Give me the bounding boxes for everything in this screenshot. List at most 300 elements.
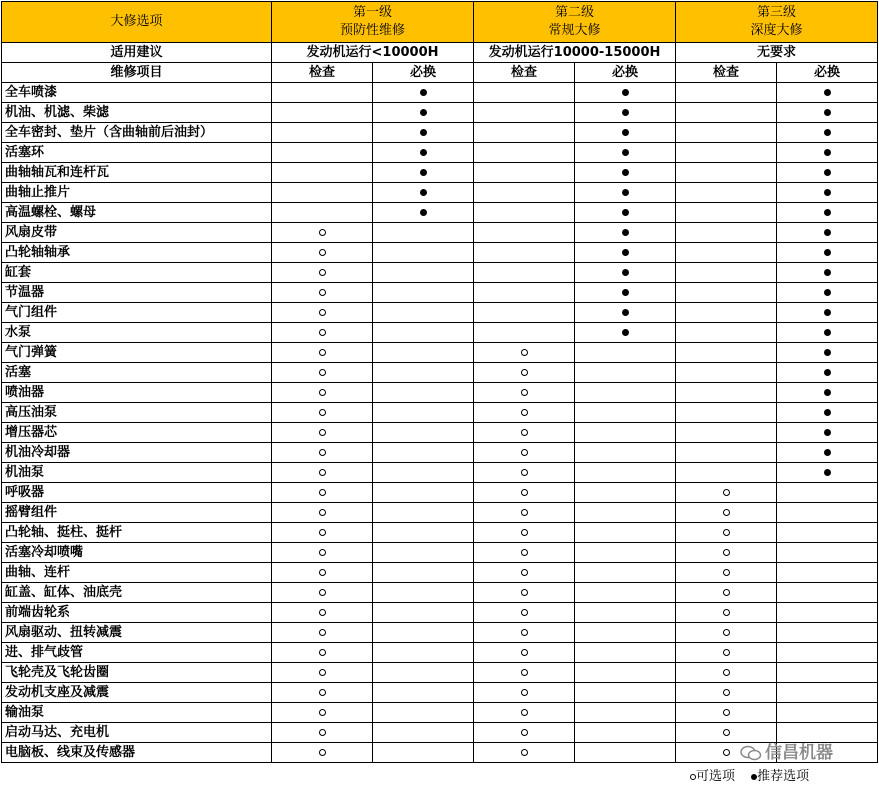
table-row: [2, 203, 878, 223]
check-cell: [474, 443, 575, 463]
optional-ring-icon: [521, 749, 528, 756]
recommended-dot-icon: [824, 469, 831, 476]
check-cell: [474, 143, 575, 163]
check-cell: [272, 283, 373, 303]
item-name: 凸轮轴、挺柱、挺杆: [2, 523, 272, 543]
watermark: [740, 738, 833, 763]
check-cell: [676, 683, 777, 703]
check-cell: [676, 623, 777, 643]
replace-cell: [575, 103, 676, 123]
optional-ring-icon: [521, 729, 528, 736]
table-row: [2, 663, 878, 683]
item-label: 维修项目: [2, 63, 272, 83]
check-cell: [676, 383, 777, 403]
table-row: [2, 543, 878, 563]
optional-ring-icon: [319, 409, 326, 416]
check-cell: [474, 483, 575, 503]
optional-ring-icon: [521, 409, 528, 416]
table-row: [2, 263, 878, 283]
check-cell: [272, 83, 373, 103]
optional-ring-icon: [319, 369, 326, 376]
check-cell: [272, 723, 373, 743]
replace-cell: [777, 223, 878, 243]
check-cell: [474, 503, 575, 523]
check-cell: [272, 423, 373, 443]
table-row: [2, 483, 878, 503]
replace-cell: [777, 483, 878, 503]
replace-header-3: 必换: [777, 63, 878, 83]
replace-cell: [575, 243, 676, 263]
item-name: 缸套: [2, 263, 272, 283]
replace-cell: [373, 203, 474, 223]
replace-cell: [777, 383, 878, 403]
recommended-dot-icon: [824, 149, 831, 156]
option-label-cell: [2, 2, 272, 43]
check-cell: [474, 383, 575, 403]
replace-cell: [575, 263, 676, 283]
replace-cell: [575, 543, 676, 563]
replace-cell: [373, 183, 474, 203]
optional-ring-icon: [723, 709, 730, 716]
optional-ring-icon: [521, 469, 528, 476]
check-cell: [676, 463, 777, 483]
replace-cell: [373, 563, 474, 583]
check-cell: [676, 363, 777, 383]
recommended-dot-icon: [622, 189, 629, 196]
table-row: [2, 563, 878, 583]
optional-ring-icon: [521, 629, 528, 636]
optional-ring-icon: [319, 609, 326, 616]
replace-cell: [373, 163, 474, 183]
check-cell: [676, 223, 777, 243]
optional-ring-icon: [723, 629, 730, 636]
check-cell: [676, 583, 777, 603]
replace-cell: [777, 103, 878, 123]
check-cell: [272, 303, 373, 323]
replace-cell: [373, 463, 474, 483]
check-cell: [474, 543, 575, 563]
optional-ring-icon: [723, 569, 730, 576]
level-3-header: [676, 2, 878, 43]
check-cell: [272, 663, 373, 683]
replace-cell: [373, 343, 474, 363]
optional-ring-icon: [723, 489, 730, 496]
check-cell: [676, 303, 777, 323]
replace-cell: [575, 163, 676, 183]
check-cell: [272, 123, 373, 143]
replace-cell: [575, 683, 676, 703]
recommended-dot-icon: [622, 89, 629, 96]
item-name: 曲轴止推片: [2, 183, 272, 203]
check-cell: [272, 523, 373, 543]
recommended-dot-icon: [420, 89, 427, 96]
optional-ring-icon: [521, 609, 528, 616]
check-cell: [676, 123, 777, 143]
replace-cell: [777, 203, 878, 223]
item-name: 机油泵: [2, 463, 272, 483]
level-1-header: [272, 2, 474, 43]
check-cell: [272, 383, 373, 403]
recommended-dot-icon: [420, 169, 427, 176]
replace-cell: [373, 683, 474, 703]
check-cell: [474, 523, 575, 543]
overhaul-options-table: [1, 1, 878, 763]
replace-cell: [777, 443, 878, 463]
check-cell: [474, 423, 575, 443]
optional-ring-icon: [521, 649, 528, 656]
item-name: 电脑板、线束及传感器: [2, 743, 272, 763]
item-name: 高压油泵: [2, 403, 272, 423]
check-cell: [676, 263, 777, 283]
item-name: 发动机支座及减震: [2, 683, 272, 703]
check-cell: [474, 183, 575, 203]
table-row: [2, 123, 878, 143]
item-name: 活塞: [2, 363, 272, 383]
legend-optional-label: 可选项: [696, 769, 736, 784]
replace-cell: [373, 103, 474, 123]
check-cell: [676, 563, 777, 583]
level-2-type: 常规大修: [548, 23, 601, 38]
replace-cell: [777, 123, 878, 143]
item-name: 水泵: [2, 323, 272, 343]
replace-cell: [575, 643, 676, 663]
check-cell: [676, 483, 777, 503]
table-row: [2, 423, 878, 443]
check-cell: [272, 743, 373, 763]
optional-ring-icon: [723, 729, 730, 736]
optional-ring-icon: [319, 629, 326, 636]
optional-ring-icon: [319, 389, 326, 396]
replace-cell: [575, 443, 676, 463]
table-row: [2, 503, 878, 523]
check-cell: [676, 283, 777, 303]
optional-ring-icon: [521, 709, 528, 716]
table-row: [2, 703, 878, 723]
check-cell: [474, 403, 575, 423]
replace-cell: [777, 703, 878, 723]
optional-ring-icon: [319, 249, 326, 256]
optional-ring-icon: [319, 709, 326, 716]
table-row: [2, 83, 878, 103]
replace-header-1: 必换: [373, 63, 474, 83]
replace-cell: [777, 143, 878, 163]
item-name: 凸轮轴轴承: [2, 243, 272, 263]
recommended-dot-icon: [420, 109, 427, 116]
table-row: [2, 643, 878, 663]
level-2-header: [474, 2, 676, 43]
table-row: [2, 683, 878, 703]
suggestion-level-1: 发动机运行<10000H: [272, 43, 474, 63]
replace-cell: [575, 523, 676, 543]
replace-cell: [373, 123, 474, 143]
replace-cell: [777, 343, 878, 363]
check-cell: [676, 143, 777, 163]
optional-ring-icon: [319, 449, 326, 456]
check-cell: [272, 403, 373, 423]
check-header-2: 检查: [474, 63, 575, 83]
item-name: 进、排气歧管: [2, 643, 272, 663]
replace-cell: [373, 543, 474, 563]
replace-cell: [373, 743, 474, 763]
replace-cell: [777, 263, 878, 283]
suggestion-label: 适用建议: [2, 43, 272, 63]
item-name: 缸盖、缸体、油底壳: [2, 583, 272, 603]
optional-ring-icon: [723, 609, 730, 616]
check-cell: [474, 603, 575, 623]
replace-cell: [373, 143, 474, 163]
replace-cell: [777, 303, 878, 323]
replace-cell: [373, 383, 474, 403]
replace-cell: [777, 423, 878, 443]
level-1-name: 第一级: [353, 5, 393, 20]
optional-ring-icon: [319, 269, 326, 276]
item-name: 呼吸器: [2, 483, 272, 503]
check-cell: [272, 583, 373, 603]
replace-cell: [777, 543, 878, 563]
replace-cell: [575, 323, 676, 343]
replace-cell: [373, 263, 474, 283]
check-cell: [272, 363, 373, 383]
check-cell: [474, 163, 575, 183]
replace-cell: [575, 503, 676, 523]
recommended-dot-icon: [824, 309, 831, 316]
recommended-dot-icon: [824, 429, 831, 436]
check-cell: [676, 543, 777, 563]
optional-ring-icon: [723, 649, 730, 656]
replace-cell: [575, 603, 676, 623]
replace-cell: [373, 423, 474, 443]
check-cell: [272, 623, 373, 643]
check-cell: [474, 223, 575, 243]
item-name: 节温器: [2, 283, 272, 303]
optional-ring-icon: [319, 429, 326, 436]
check-cell: [272, 543, 373, 563]
recommended-dot-icon: [824, 209, 831, 216]
recommended-dot-icon: [824, 189, 831, 196]
check-cell: [272, 503, 373, 523]
check-cell: [676, 203, 777, 223]
recommended-dot-icon: [824, 449, 831, 456]
optional-ring-icon: [319, 689, 326, 696]
recommended-dot-icon: [824, 329, 831, 336]
check-cell: [676, 703, 777, 723]
replace-cell: [777, 623, 878, 643]
table-row: [2, 283, 878, 303]
item-name: 输油泵: [2, 703, 272, 723]
legend-optional: [690, 769, 741, 784]
recommended-dot-icon: [622, 129, 629, 136]
recommended-dot-icon: [824, 169, 831, 176]
item-name: 前端齿轮系: [2, 603, 272, 623]
optional-ring-icon: [319, 649, 326, 656]
optional-ring-icon: [723, 749, 730, 756]
optional-ring-icon: [723, 549, 730, 556]
replace-cell: [575, 363, 676, 383]
check-cell: [272, 323, 373, 343]
check-cell: [676, 663, 777, 683]
optional-ring-icon: [521, 529, 528, 536]
watermark-text: 信昌机器: [765, 743, 833, 763]
replace-cell: [373, 403, 474, 423]
optional-ring-icon: [319, 469, 326, 476]
optional-ring-icon: [723, 669, 730, 676]
table-row: [2, 403, 878, 423]
recommended-dot-icon: [622, 249, 629, 256]
item-name: 喷油器: [2, 383, 272, 403]
replace-cell: [575, 223, 676, 243]
replace-cell: [373, 523, 474, 543]
optional-ring-icon: [319, 509, 326, 516]
check-cell: [676, 423, 777, 443]
replace-cell: [777, 283, 878, 303]
recommended-dot-icon: [622, 269, 629, 276]
table-row: [2, 443, 878, 463]
replace-cell: [373, 323, 474, 343]
table-row: [2, 623, 878, 643]
table-row: [2, 303, 878, 323]
item-name: 启动马达、充电机: [2, 723, 272, 743]
recommended-dot-icon: [824, 389, 831, 396]
suggestion-level-3: 无要求: [676, 43, 878, 63]
recommended-dot-icon: [824, 289, 831, 296]
item-name: 活塞环: [2, 143, 272, 163]
level-1-type: 预防性维修: [340, 23, 406, 38]
recommended-dot-icon: [824, 409, 831, 416]
recommended-dot-icon: [420, 149, 427, 156]
replace-cell: [373, 243, 474, 263]
optional-ring-icon: [521, 349, 528, 356]
check-cell: [474, 563, 575, 583]
check-cell: [676, 643, 777, 663]
column-header-row: [2, 63, 878, 83]
item-name: 活塞冷却喷嘴: [2, 543, 272, 563]
replace-cell: [777, 183, 878, 203]
table-row: [2, 103, 878, 123]
optional-ring-icon: [521, 489, 528, 496]
replace-cell: [373, 723, 474, 743]
optional-ring-icon: [521, 449, 528, 456]
item-name: 摇臂组件: [2, 503, 272, 523]
item-name: 风扇皮带: [2, 223, 272, 243]
check-cell: [272, 163, 373, 183]
replace-cell: [777, 403, 878, 423]
replace-cell: [373, 443, 474, 463]
replace-cell: [777, 683, 878, 703]
check-cell: [272, 203, 373, 223]
replace-cell: [575, 663, 676, 683]
replace-cell: [373, 703, 474, 723]
optional-ring-icon: [521, 589, 528, 596]
replace-cell: [575, 483, 676, 503]
recommended-dot-icon: [420, 209, 427, 216]
recommended-dot-icon: [622, 169, 629, 176]
optional-ring-icon: [319, 569, 326, 576]
replace-cell: [373, 623, 474, 643]
replace-cell: [575, 183, 676, 203]
check-cell: [676, 603, 777, 623]
recommended-dot-icon: [824, 89, 831, 96]
optional-ring-icon: [723, 589, 730, 596]
item-name: 增压器芯: [2, 423, 272, 443]
table-row: [2, 383, 878, 403]
replace-header-2: 必换: [575, 63, 676, 83]
optional-ring-icon: [319, 329, 326, 336]
replace-cell: [777, 523, 878, 543]
check-cell: [474, 323, 575, 343]
check-cell: [272, 483, 373, 503]
legend-recommended: [751, 769, 815, 784]
replace-cell: [575, 563, 676, 583]
check-cell: [676, 183, 777, 203]
table-row: [2, 583, 878, 603]
replace-cell: [373, 303, 474, 323]
optional-ring-icon: [319, 229, 326, 236]
wechat-icon: [740, 745, 762, 761]
item-name: 气门弹簧: [2, 343, 272, 363]
recommended-dot-icon: [824, 249, 831, 256]
replace-cell: [575, 343, 676, 363]
replace-cell: [575, 423, 676, 443]
item-name: 风扇驱动、扭转减震: [2, 623, 272, 643]
recommended-dot-icon: [622, 109, 629, 116]
replace-cell: [575, 463, 676, 483]
check-cell: [272, 223, 373, 243]
item-name: 气门组件: [2, 303, 272, 323]
optional-ring-icon: [521, 389, 528, 396]
replace-cell: [575, 703, 676, 723]
replace-cell: [777, 323, 878, 343]
optional-ring-icon: [319, 589, 326, 596]
recommended-dot-icon: [420, 129, 427, 136]
table-row: [2, 323, 878, 343]
replace-cell: [575, 383, 676, 403]
check-cell: [474, 363, 575, 383]
optional-ring-icon: [723, 689, 730, 696]
replace-cell: [373, 663, 474, 683]
check-cell: [474, 263, 575, 283]
optional-ring-icon: [319, 669, 326, 676]
optional-ring-icon: [319, 729, 326, 736]
check-cell: [676, 343, 777, 363]
optional-ring-icon: [319, 489, 326, 496]
legend: [690, 768, 821, 786]
check-cell: [474, 743, 575, 763]
table-row: [2, 163, 878, 183]
replace-cell: [373, 83, 474, 103]
check-cell: [474, 703, 575, 723]
replace-cell: [373, 643, 474, 663]
replace-cell: [575, 403, 676, 423]
check-cell: [676, 503, 777, 523]
check-cell: [474, 243, 575, 263]
optional-ring-icon: [319, 749, 326, 756]
level-3-name: 第三级: [757, 5, 797, 20]
replace-cell: [777, 243, 878, 263]
check-cell: [272, 443, 373, 463]
check-cell: [676, 103, 777, 123]
check-cell: [474, 583, 575, 603]
check-cell: [474, 623, 575, 643]
replace-cell: [777, 603, 878, 623]
check-cell: [272, 263, 373, 283]
legend-recommended-label: 推荐选项: [757, 769, 810, 784]
replace-cell: [575, 583, 676, 603]
check-cell: [272, 243, 373, 263]
replace-cell: [373, 583, 474, 603]
recommended-dot-icon: [824, 229, 831, 236]
check-cell: [272, 643, 373, 663]
check-header-1: 检查: [272, 63, 373, 83]
